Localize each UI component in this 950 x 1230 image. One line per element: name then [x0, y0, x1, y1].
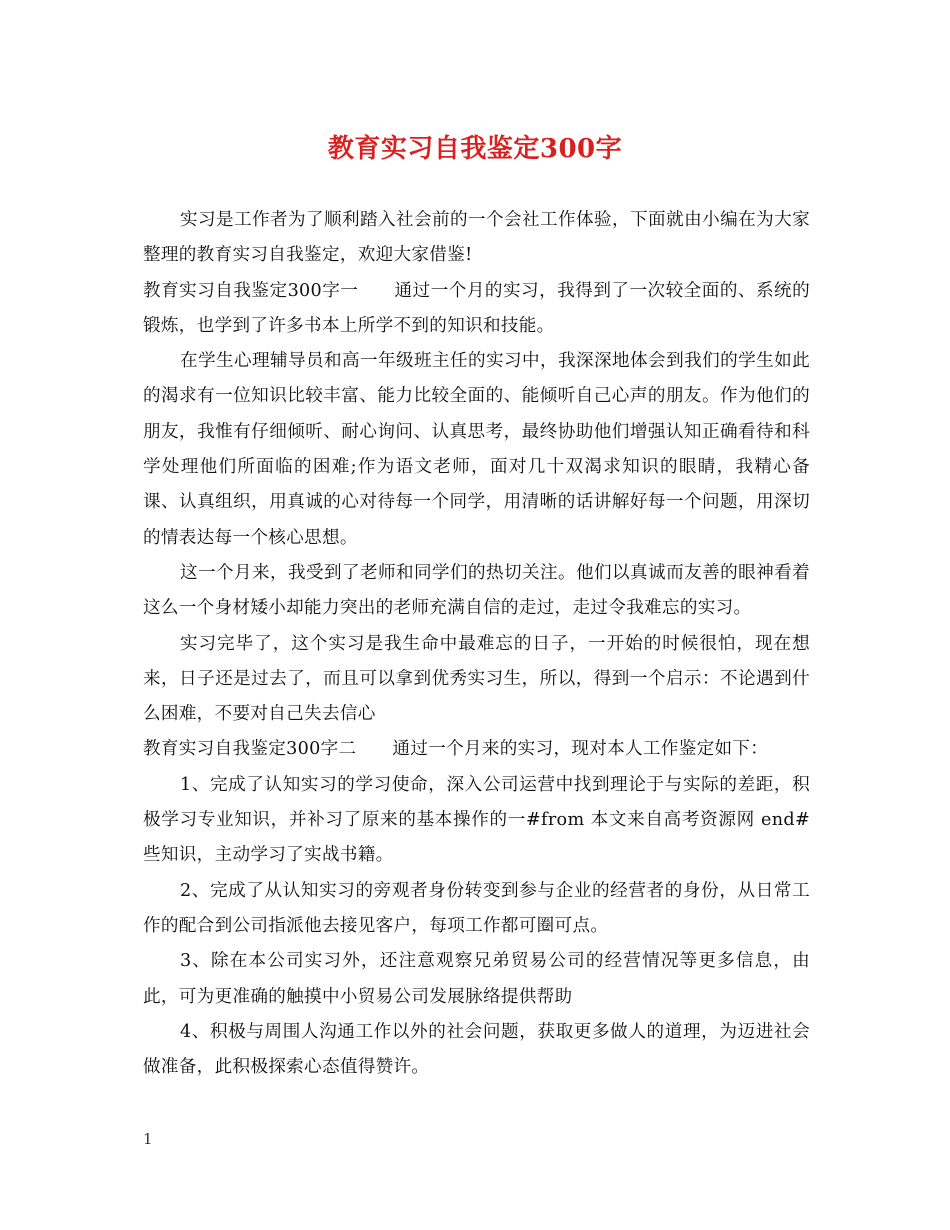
document-title: 教育实习自我鉴定300字 [327, 134, 623, 164]
section1-lead: 通过一个月的实习，我得到了一次较全面的、系统的锻炼，也学到了许多书本上所学不到的知识和技能。 [143, 280, 811, 336]
document-body [143, 203, 810, 1085]
section2-heading: 教育实习自我鉴定300字二 [143, 739, 357, 760]
section1-heading: 教育实习自我鉴定300字一 [143, 280, 359, 301]
section2-paragraph: 2、完成了从认知实习的旁观者身份转变到参与企业的经营者的身份，从日常工作的配合到公司指派他去接见客户，每项工作都可圈可点。 [143, 880, 810, 936]
section1-paragraph: 这一个月来，我受到了老师和同学们的热切关注。他们以真诚而友善的眼神看着这么一个身材矮小却能力突出的老师充满自信的走过，走过令我难忘的实习。 [143, 562, 810, 619]
section2-lead: 通过一个月来的实习，现对本人工作鉴定如下： [392, 739, 769, 760]
section2-paragraph: 1、完成了认知实习的学习使命，深入公司运营中找到理论于与实际的差距，积极学习专业知识，并补习了原来的基本操作的一#from 本文来自高考资源网 end#些知识，主动学习了实战书籍。 [143, 774, 810, 866]
section2-paragraph: 4、积极与周围人沟通工作以外的社会问题，获取更多做人的道理，为迈进社会做准备，此积极探索心态值得赞许。 [143, 1021, 810, 1078]
section1-paragraph: 在学生心理辅导员和高一年级班主任的实习中，我深深地体会到我们的学生如此的渴求有一位知识比较丰富、能力比较全面的、能倾听自己心声的朋友。作为他们的朋友，我惟有仔细倾听、耐心询问、认真思考，最终协助他们增强认知正确看待和科学处理他们所面临的困难;作为语文老师，面对几十双渴求知识的眼睛，我精心备课、认真组织，用真诚的心对待每一个同学，用清晰的话讲解好每一个问题，用深切的情表达每一个核心思想。 [143, 351, 810, 548]
section2-paragraph: 3、除在本公司实习外，还注意观察兄弟贸易公司的经营情况等更多信息，由此，可为更准确的触摸中小贸易公司发展脉络提供帮助 [143, 951, 810, 1007]
section2-heading-line [143, 732, 810, 767]
intro-paragraph: 实习是工作者为了顺利踏入社会前的一个会社工作体验，下面就由小编在为大家整理的教育实习自我鉴定，欢迎大家借鉴! [143, 210, 810, 266]
page-number: 1 [143, 1130, 153, 1148]
section1-heading-line [143, 274, 810, 345]
section1-paragraph: 实习完毕了，这个实习是我生命中最难忘的日子，一开始的时候很怕，现在想来，日子还是过去了，而且可以拿到优秀实习生，所以，得到一个启示：不论遇到什么困难，不要对自己失去信心 [143, 633, 810, 725]
